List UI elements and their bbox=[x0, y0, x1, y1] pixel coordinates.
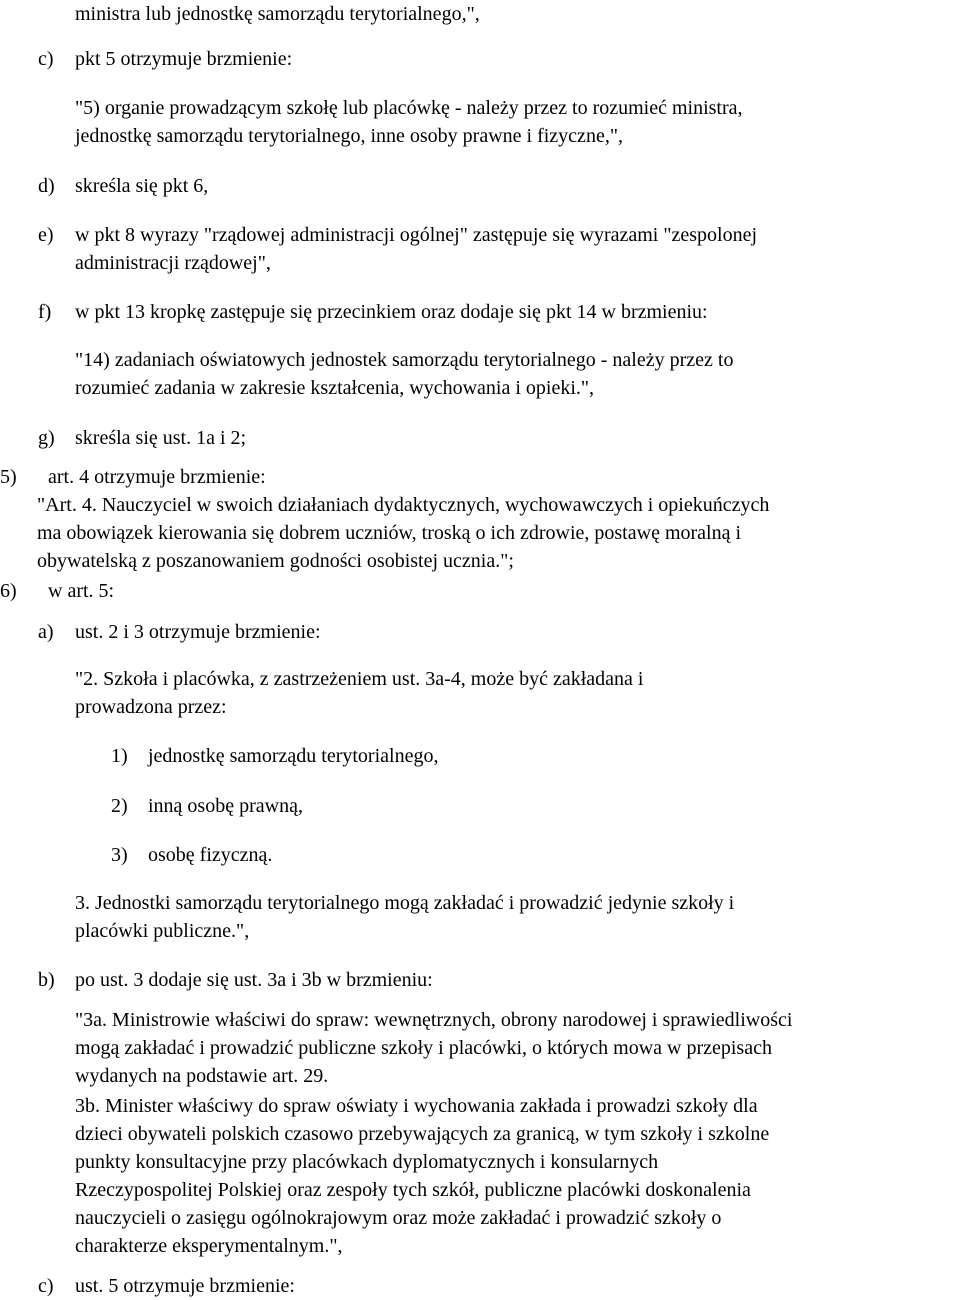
text-line: Rzeczypospolitej Polskiej oraz zespoły tych szkół, publiczne placówki doskonalenia bbox=[75, 1179, 751, 1201]
text-line: "Art. 4. Nauczyciel w swoich działaniach dydaktycznych, wychowawczych i opiekuńczych bbox=[37, 494, 770, 516]
quoted-paragraph bbox=[37, 491, 769, 575]
quoted-paragraph bbox=[75, 1006, 792, 1090]
list-marker: a) bbox=[38, 621, 54, 643]
text-line: dzieci obywateli polskich czasowo przebywających za granicą, w tym szkoły i szkolne bbox=[75, 1123, 770, 1145]
list-marker: g) bbox=[38, 427, 55, 449]
list-marker: 5) bbox=[0, 466, 17, 488]
list-item-text: po ust. 3 dodaje się ust. 3a i 3b w brzmieniu: bbox=[75, 969, 433, 991]
list-item-text: w pkt 13 kropkę zastępuje się przecinkiem oraz dodaje się pkt 14 w brzmieniu: bbox=[75, 301, 708, 323]
text-line: "5) organie prowadzącym szkołę lub placówkę - należy przez to rozumieć ministra, bbox=[75, 97, 743, 119]
quoted-paragraph bbox=[75, 94, 743, 150]
text-line: punkty konsultacyjne przy placówkach dyplomatycznych i konsularnych bbox=[75, 1151, 659, 1173]
quoted-paragraph bbox=[75, 1092, 769, 1260]
list-item-text: skreśla się ust. 1a i 2; bbox=[75, 427, 247, 449]
text-line: rozumieć zadania w zakresie kształcenia, wychowania i opieki.", bbox=[75, 377, 595, 399]
list-item-text bbox=[75, 221, 757, 277]
list-marker: 6) bbox=[0, 580, 17, 602]
text-line: prowadzona przez: bbox=[75, 696, 227, 718]
list-item-text: ust. 2 i 3 otrzymuje brzmienie: bbox=[75, 621, 321, 643]
list-marker: c) bbox=[38, 48, 54, 70]
list-item-text: jednostkę samorządu terytorialnego, bbox=[148, 745, 439, 767]
text-line: charakterze eksperymentalnym.", bbox=[75, 1235, 343, 1257]
list-item-text: osobę fizyczną. bbox=[148, 844, 273, 866]
text-line: 3. Jednostki samorządu terytorialnego mogą zakładać i prowadzić jedynie szkoły i bbox=[75, 892, 735, 914]
list-marker: c) bbox=[38, 1275, 54, 1297]
quoted-paragraph bbox=[75, 346, 733, 402]
list-marker: e) bbox=[38, 224, 54, 246]
list-marker: 1) bbox=[111, 745, 128, 767]
list-item-text: inną osobę prawną, bbox=[148, 795, 303, 817]
text-line: placówki publiczne.", bbox=[75, 920, 250, 942]
text-line: ma obowiązek kierowania się dobrem uczniów, troską o ich zdrowie, postawę moralną i bbox=[37, 522, 742, 544]
list-marker: f) bbox=[38, 301, 52, 323]
text-line: administracji rządowej", bbox=[75, 252, 271, 274]
list-marker: 3) bbox=[111, 844, 128, 866]
text-line: nauczycieli o zasięgu ogólnokrajowym oraz może zakładać i prowadzić szkoły o bbox=[75, 1207, 722, 1229]
text-line: "14) zadaniach oświatowych jednostek samorządu terytorialnego - należy przez to bbox=[75, 349, 734, 371]
list-marker: b) bbox=[38, 969, 55, 991]
list-item-text: ust. 5 otrzymuje brzmienie: bbox=[75, 1275, 295, 1297]
text-line: "2. Szkoła i placówka, z zastrzeżeniem ust. 3a-4, może być zakładana i bbox=[75, 668, 644, 690]
list-marker: d) bbox=[38, 175, 55, 197]
text-line: jednostkę samorządu terytorialnego, inne osoby prawne i fizyczne,", bbox=[75, 125, 623, 147]
quoted-paragraph bbox=[75, 889, 734, 945]
text-line: mogą zakładać i prowadzić publiczne szkoły i placówki, o których mowa w przepisach bbox=[75, 1037, 772, 1059]
text-line: ministra lub jednostkę samorządu terytorialnego,", bbox=[75, 3, 480, 25]
list-item-text: art. 4 otrzymuje brzmienie: bbox=[48, 466, 266, 488]
quoted-paragraph bbox=[75, 665, 643, 721]
list-item-text: skreśla się pkt 6, bbox=[75, 175, 209, 197]
continuation-line bbox=[75, 0, 480, 28]
text-line: w pkt 8 wyrazy "rządowej administracji ogólnej" zastępuje się wyrazami "zespolonej bbox=[75, 224, 758, 246]
list-item-text: w art. 5: bbox=[48, 580, 115, 602]
list-marker: 2) bbox=[111, 795, 128, 817]
text-line: 3b. Minister właściwy do spraw oświaty i wychowania zakłada i prowadzi szkoły dla bbox=[75, 1095, 758, 1117]
text-line: obywatelską z poszanowaniem godności osobistej ucznia."; bbox=[37, 550, 514, 572]
text-line: "3a. Ministrowie właściwi do spraw: wewnętrznych, obrony narodowej i sprawiedliwości bbox=[75, 1009, 793, 1031]
text-line: wydanych na podstawie art. 29. bbox=[75, 1065, 329, 1087]
list-item-text: pkt 5 otrzymuje brzmienie: bbox=[75, 48, 293, 70]
